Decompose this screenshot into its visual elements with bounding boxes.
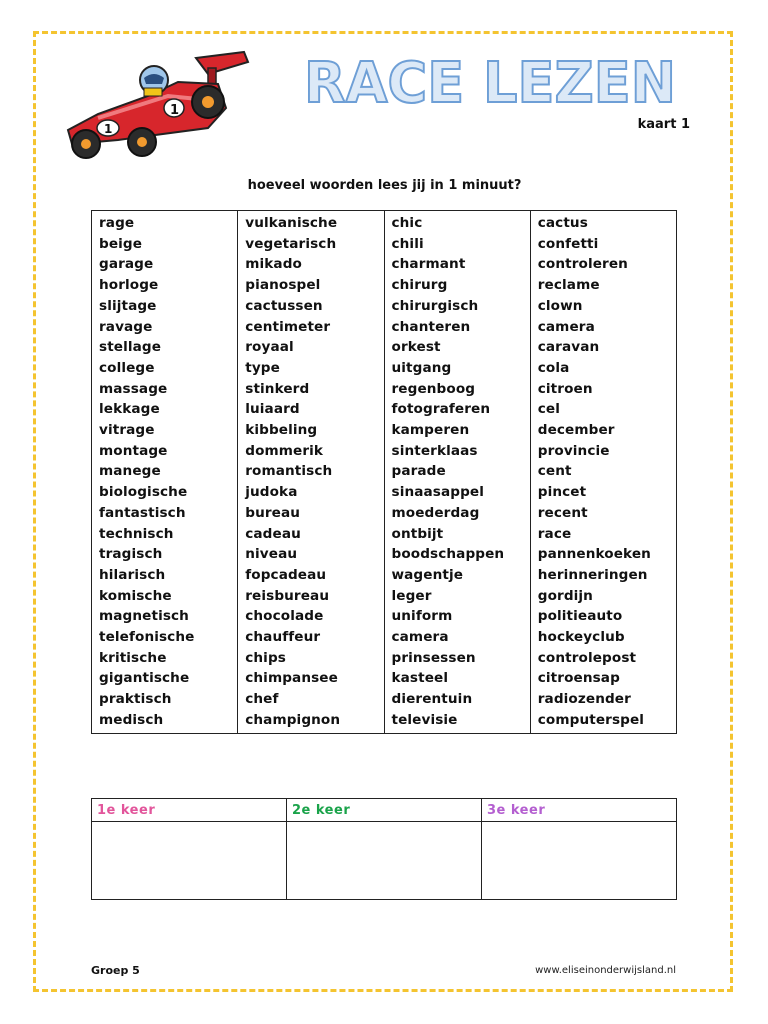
word: romantisch bbox=[245, 463, 333, 480]
word: confetti bbox=[537, 235, 599, 252]
word: biologische bbox=[99, 484, 188, 501]
word: moederdag bbox=[391, 504, 480, 521]
word: vegetarisch bbox=[245, 235, 337, 252]
word: technisch bbox=[99, 525, 174, 542]
word: telefonische bbox=[99, 629, 195, 646]
word: regenboog bbox=[391, 380, 476, 397]
word: manege bbox=[99, 463, 161, 480]
word: cel bbox=[537, 401, 560, 418]
word: controleren bbox=[537, 256, 628, 273]
reading-question: hoeveel woorden lees jij in 1 minuut? bbox=[247, 178, 522, 193]
word: dierentuin bbox=[391, 691, 473, 708]
word-column-3 bbox=[384, 211, 530, 734]
word: niveau bbox=[245, 546, 298, 563]
word: sinaasappel bbox=[391, 484, 484, 501]
svg-text:1: 1 bbox=[170, 103, 180, 118]
word: ontbijt bbox=[391, 525, 444, 542]
word: charmant bbox=[391, 256, 466, 273]
word: boodschappen bbox=[391, 546, 505, 563]
word: cadeau bbox=[245, 525, 301, 542]
attempt-3-score-cell[interactable] bbox=[482, 822, 677, 900]
word: cent bbox=[537, 463, 572, 480]
word: fantastisch bbox=[99, 504, 186, 521]
attempt-1-score-cell[interactable] bbox=[92, 822, 287, 900]
word: horloge bbox=[99, 277, 159, 294]
word: slijtage bbox=[99, 297, 157, 314]
word: stinkerd bbox=[245, 380, 310, 397]
word: citroen bbox=[537, 380, 593, 397]
word: rage bbox=[99, 215, 135, 231]
svg-text:RACE LEZEN: RACE LEZEN bbox=[304, 51, 676, 110]
word: chocolade bbox=[245, 608, 324, 625]
group-label: Groep 5 bbox=[91, 964, 140, 977]
website-link[interactable]: www.eliseinonderwijsland.nl bbox=[535, 965, 676, 976]
word: chanteren bbox=[391, 318, 471, 335]
word: wagentje bbox=[391, 566, 464, 583]
word: luiaard bbox=[245, 401, 300, 418]
word: citroensap bbox=[537, 670, 620, 687]
word-column-1 bbox=[92, 211, 238, 734]
word: december bbox=[537, 422, 615, 439]
word: lekkage bbox=[99, 401, 160, 418]
word: politieauto bbox=[537, 608, 623, 625]
word: camera bbox=[537, 318, 595, 335]
word: reisbureau bbox=[245, 587, 330, 604]
word: chili bbox=[391, 235, 424, 252]
word: prinsessen bbox=[391, 649, 476, 666]
word: champignon bbox=[245, 711, 341, 728]
word: pianospel bbox=[245, 277, 321, 294]
word: camera bbox=[391, 629, 449, 646]
word: herinneringen bbox=[537, 566, 648, 583]
word: hilarisch bbox=[99, 566, 166, 583]
word: pannenkoeken bbox=[537, 546, 651, 563]
word: chic bbox=[391, 215, 423, 231]
word: uniform bbox=[391, 608, 453, 625]
word: gigantische bbox=[99, 670, 190, 687]
attempt-2-score-cell[interactable] bbox=[287, 822, 482, 900]
word: praktisch bbox=[99, 691, 172, 708]
word: chauffeur bbox=[245, 629, 321, 646]
word: radiozender bbox=[537, 691, 631, 708]
word: clown bbox=[537, 297, 583, 314]
word: computerspel bbox=[537, 711, 645, 728]
word: kamperen bbox=[391, 422, 470, 439]
word: massage bbox=[99, 380, 168, 397]
word: leger bbox=[391, 587, 432, 604]
attempts-table bbox=[91, 798, 677, 900]
word: mikado bbox=[245, 256, 302, 273]
word: provincie bbox=[537, 442, 610, 459]
word: royaal bbox=[245, 339, 294, 356]
word: vitrage bbox=[99, 422, 155, 439]
word: chirurgisch bbox=[391, 297, 479, 314]
word: montage bbox=[99, 442, 168, 459]
word: dommerik bbox=[245, 442, 324, 459]
word: bureau bbox=[245, 504, 301, 521]
word: kibbeling bbox=[245, 422, 318, 439]
word: orkest bbox=[391, 339, 441, 356]
word: parade bbox=[391, 463, 446, 480]
svg-text:1: 1 bbox=[104, 122, 113, 136]
word: hockeyclub bbox=[537, 629, 625, 646]
word: garage bbox=[99, 256, 154, 273]
word: kasteel bbox=[391, 670, 449, 687]
word: chimpansee bbox=[245, 670, 338, 687]
word: pincet bbox=[537, 484, 587, 501]
word: recent bbox=[537, 504, 588, 521]
word: televisie bbox=[391, 711, 458, 728]
word: gordijn bbox=[537, 587, 593, 604]
word: ravage bbox=[99, 318, 153, 335]
word: caravan bbox=[537, 339, 600, 356]
word: kritische bbox=[99, 649, 167, 666]
word: cactussen bbox=[245, 297, 323, 314]
word: college bbox=[99, 359, 155, 376]
attempt-2-header: 2e keer bbox=[287, 799, 482, 822]
card-label: kaart 1 bbox=[637, 117, 690, 132]
word: type bbox=[245, 359, 280, 376]
word: chirurg bbox=[391, 277, 448, 294]
word: cola bbox=[537, 359, 570, 376]
word-column-2 bbox=[238, 211, 384, 734]
word: stellage bbox=[99, 339, 162, 356]
attempt-3-header: 3e keer bbox=[482, 799, 677, 822]
word: uitgang bbox=[391, 359, 452, 376]
word: beige bbox=[99, 235, 143, 252]
word: centimeter bbox=[245, 318, 331, 335]
word: judoka bbox=[245, 484, 298, 501]
word: chef bbox=[245, 691, 279, 708]
word: cactus bbox=[537, 215, 588, 231]
word: fotograferen bbox=[391, 401, 491, 418]
word: sinterklaas bbox=[391, 442, 478, 459]
word: controlepost bbox=[537, 649, 637, 666]
word: medisch bbox=[99, 711, 164, 728]
word: fopcadeau bbox=[245, 566, 327, 583]
word: race bbox=[537, 525, 572, 542]
attempt-1-header: 1e keer bbox=[92, 799, 287, 822]
word: vulkanische bbox=[245, 215, 338, 231]
word-column-4 bbox=[530, 211, 676, 734]
word: reclame bbox=[537, 277, 600, 294]
word: komische bbox=[99, 587, 172, 604]
race-car-icon bbox=[58, 48, 250, 160]
word-table bbox=[91, 210, 677, 734]
word: chips bbox=[245, 649, 286, 666]
page-title bbox=[300, 48, 680, 110]
word: tragisch bbox=[99, 546, 163, 563]
word: magnetisch bbox=[99, 608, 189, 625]
